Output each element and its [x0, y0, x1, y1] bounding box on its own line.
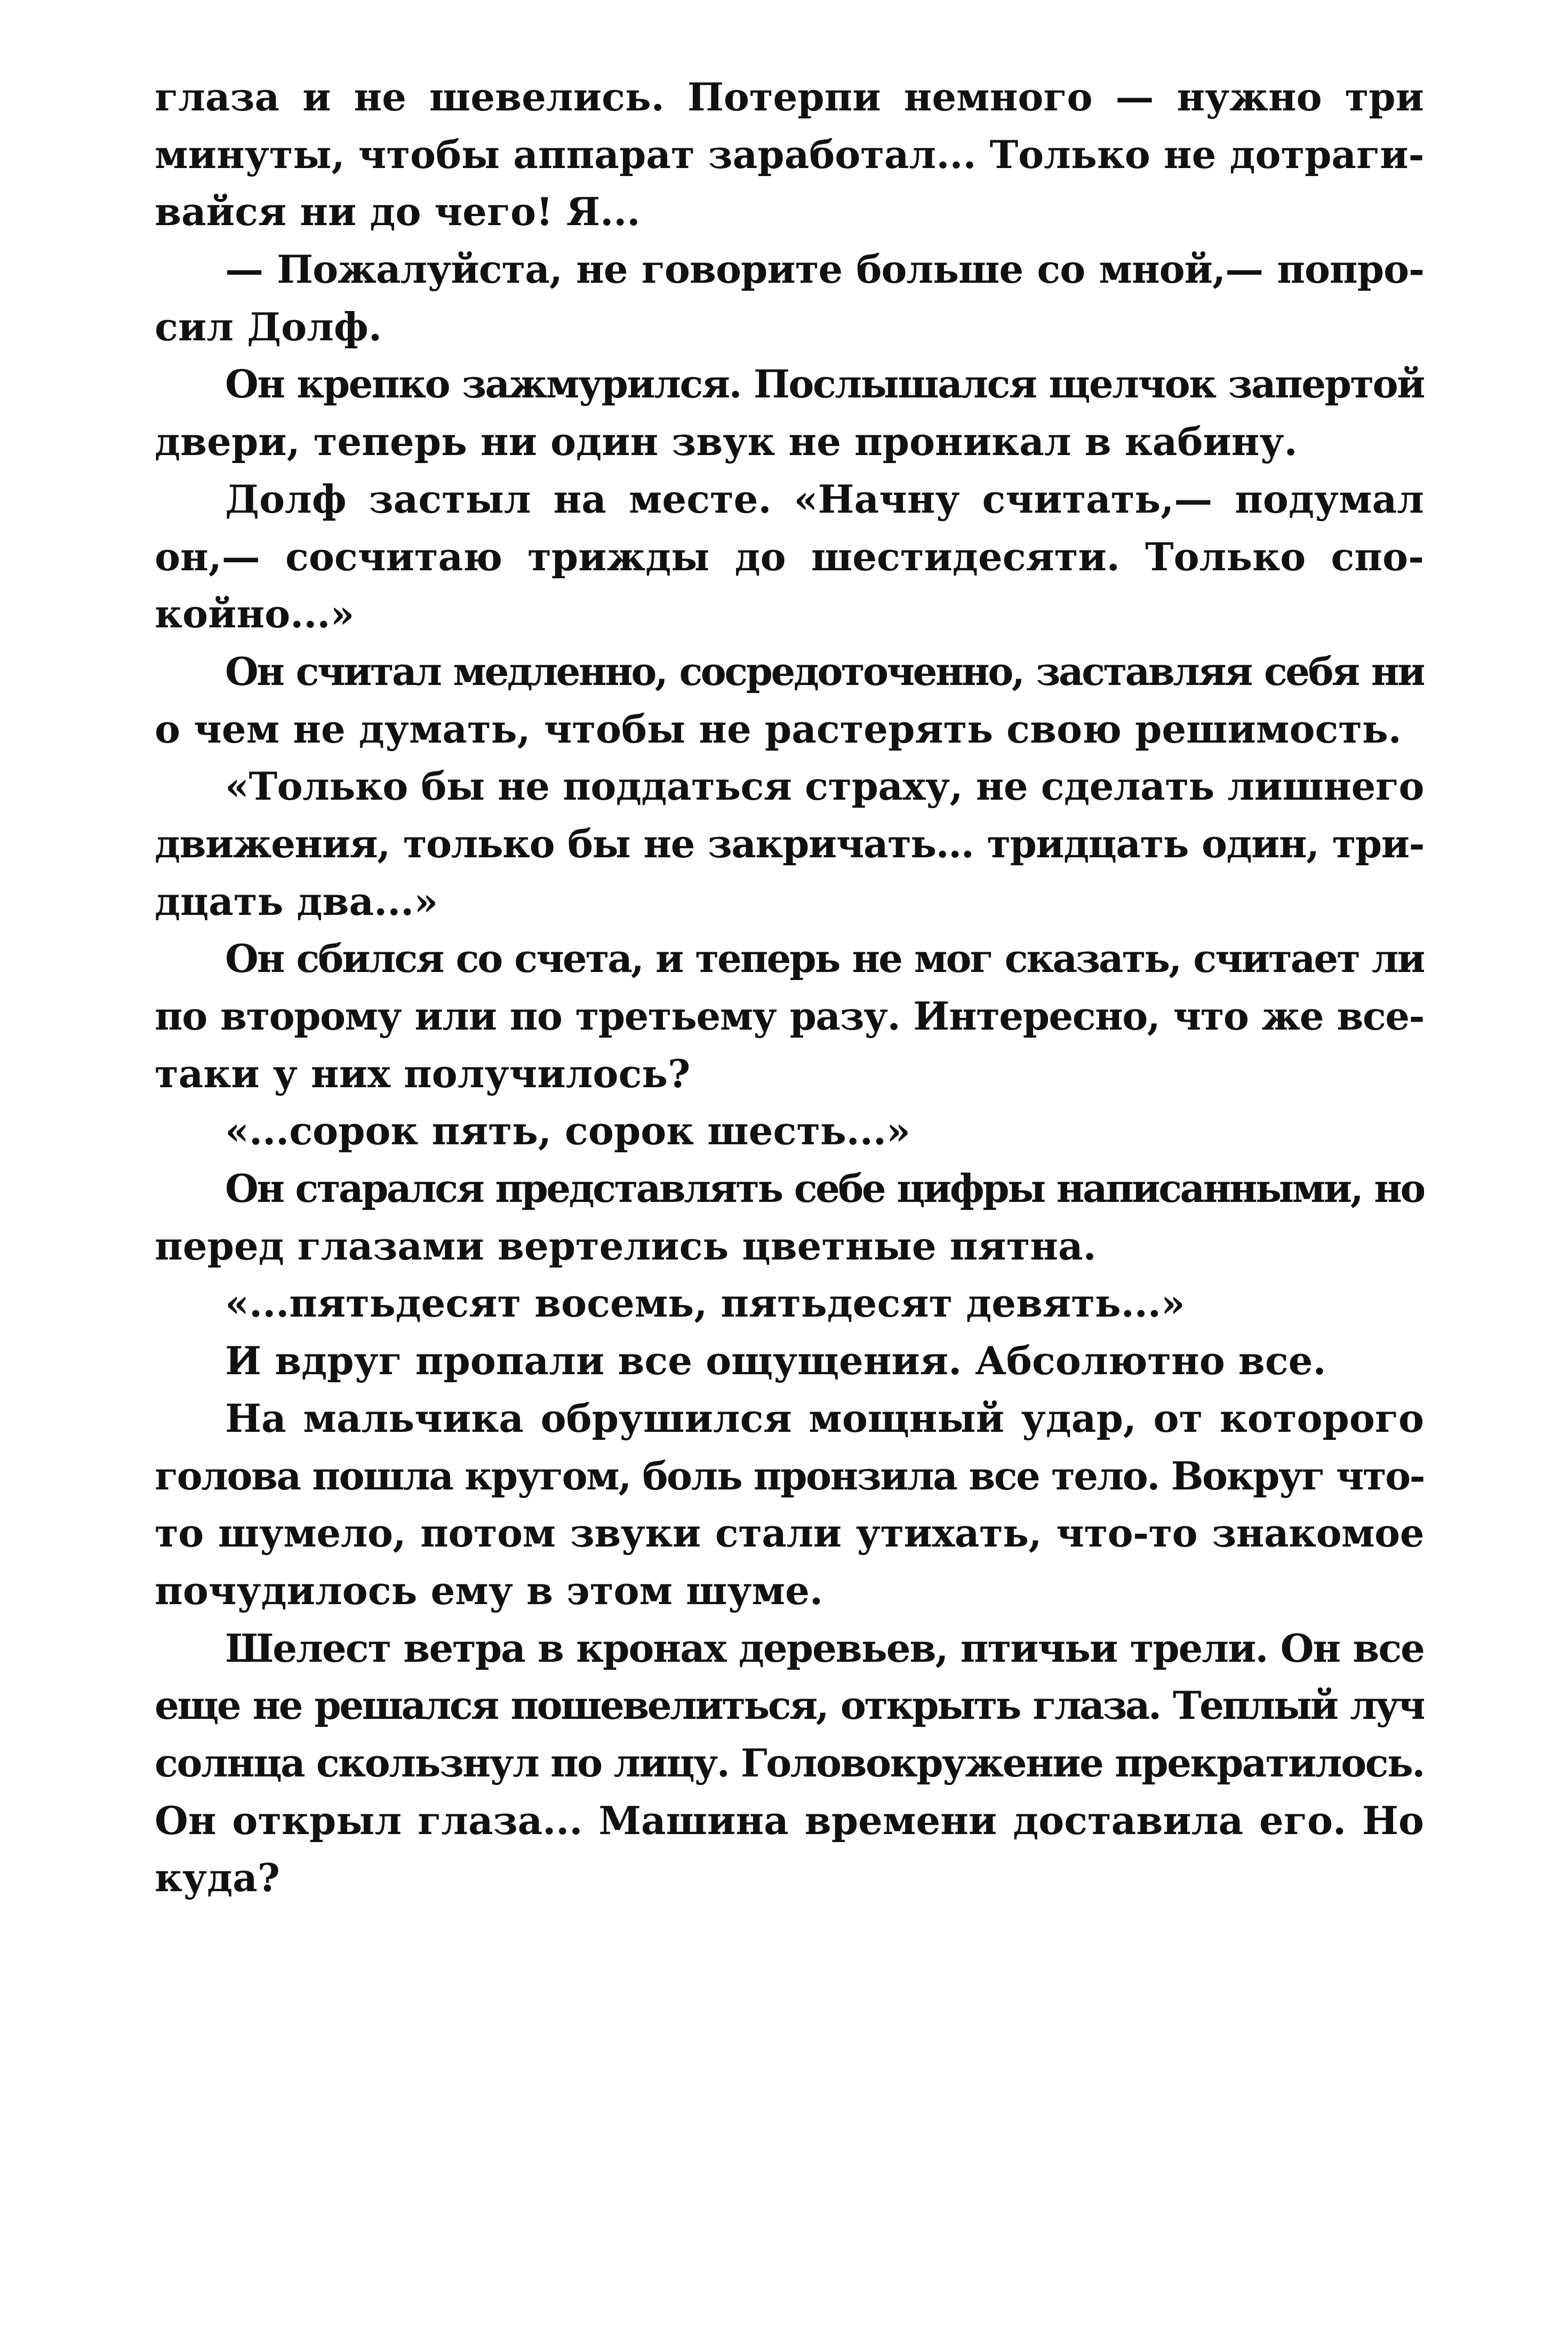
text-line: — Пожалуйста, не говорите больше со мной,— попро- [225, 246, 1424, 292]
text-line: двери, теперь ни один звук не проникал в кабину. [155, 419, 1298, 465]
text-line: дцать два...» [155, 878, 438, 924]
text-line: «...сорок пять, сорок шесть...» [225, 1108, 910, 1154]
text-line: почудилось ему в этом шуме. [155, 1567, 823, 1613]
text-line: куда? [155, 1855, 280, 1901]
text-line: о чем не думать, чтобы не растерять свою решимость. [155, 706, 1402, 752]
text-line: Долф застыл на месте. «Начну считать,— подумал [225, 476, 1424, 522]
text-line: солнца скользнул по лицу. Головокружение прекратилось. [155, 1740, 1424, 1786]
text-line: Он считал медленно, сосредоточенно, заставляя себя ни [225, 648, 1424, 694]
text-line: Он открыл глаза... Машина времени доставила его. Но [155, 1797, 1424, 1843]
text-line: глаза и не шевелись. Потерпи немного — нужно три [155, 74, 1424, 119]
text-line: он,— сосчитаю трижды до шестидесяти. Только спо- [155, 533, 1424, 579]
text-line: движения, только бы не закричать... тридцать один, три- [155, 820, 1424, 866]
text-line: Он сбился со счета, и теперь не мог сказать, считает ли [225, 936, 1424, 982]
text-line: «Только бы не поддаться страху, не сделать лишнего [225, 763, 1424, 809]
text-line: по второму или по третьему разу. Интересно, что же все- [155, 993, 1424, 1039]
text-line: перед глазами вертелись цветные пятна. [155, 1223, 1097, 1269]
text-line: вайся ни до чего! Я... [155, 189, 641, 235]
text-line: минуты, чтобы аппарат заработал... Только не дотраги- [155, 131, 1424, 177]
text-line: голова пошла кругом, боль пронзила все тело. Вокруг что- [155, 1453, 1424, 1499]
text-line: еще не решался пошевелиться, открыть глаза. Теплый луч [155, 1683, 1424, 1728]
text-line: Шелест ветра в кронах деревьев, птичьи трели. Он все [225, 1625, 1424, 1671]
text-line: На мальчика обрушился мощный удар, от которого [225, 1395, 1424, 1441]
text-line: сил Долф. [155, 304, 382, 349]
page-text-block [155, 68, 1424, 1907]
text-line: то шумело, потом звуки стали утихать, что-то знакомое [155, 1510, 1424, 1556]
text-line: таки у них получилось? [155, 1050, 691, 1096]
text-line: койно...» [155, 591, 355, 637]
text-line: «...пятьдесят восемь, пятьдесят девять...» [225, 1280, 1185, 1326]
text-line: Он крепко зажмурился. Послышался щелчок запертой [225, 361, 1424, 407]
text-line: И вдруг пропали все ощущения. Абсолютно все. [225, 1338, 1326, 1384]
text-line: Он старался представлять себе цифры написанными, но [225, 1166, 1424, 1212]
